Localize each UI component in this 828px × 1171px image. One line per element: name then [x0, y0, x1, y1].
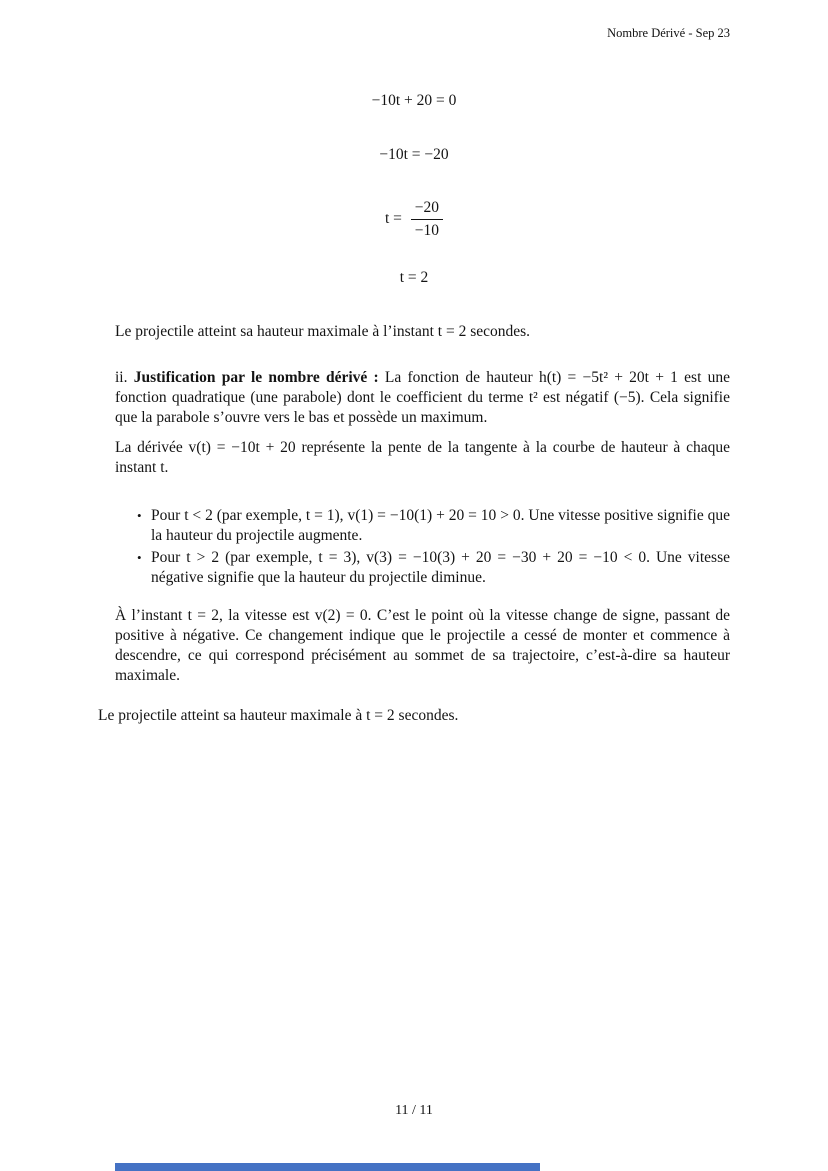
bottom-blue-bar: [115, 1163, 540, 1171]
list-item: [137, 548, 730, 588]
fraction-numerator: −20: [414, 199, 440, 216]
fraction-denominator: −10: [411, 219, 443, 240]
equation-line-1: −10t + 20 = 0: [371, 92, 457, 109]
bullet-list: [115, 506, 730, 588]
paragraph-derivative: La dérivée v(t) = −10t + 20 représente la pente de la tangente à la courbe de hauteur à chaque instant t.: [115, 439, 730, 476]
document-body: [0, 322, 828, 726]
equation-block: [0, 91, 828, 288]
justification-body: La fonction de hauteur h(t) = −5t² + 20t + 1 est une fonction quadratique (une parabole) dont le coefficient du terme t² est négatif (−5). Cela signifie que la parabole s’ouvre vers le bas et possède un maximum.: [115, 369, 730, 426]
bullet-icon: •: [137, 508, 142, 523]
equation-3-lhs: t =: [384, 210, 402, 228]
paragraph-justification: [115, 368, 730, 428]
paragraph-conclusion-instant: Le projectile atteint sa hauteur maximale à l’instant t = 2 secondes.: [115, 323, 531, 340]
header-title: Nombre Dérivé - Sep 23: [607, 26, 730, 40]
fraction: [411, 199, 443, 240]
bullet-icon: •: [137, 550, 142, 565]
page-footer: [0, 1103, 828, 1119]
list-item-text: Pour t < 2 (par exemple, t = 1), v(1) = −10(1) + 20 = 10 > 0. Une vitesse positive signifie que la hauteur du projectile augmente.: [151, 507, 730, 544]
justification-item-number: ii.: [115, 369, 134, 386]
page-number: 11 / 11: [395, 1103, 433, 1118]
page-header: [0, 0, 828, 41]
list-item-text: Pour t > 2 (par exemple, t = 3), v(3) = −10(3) + 20 = −30 + 20 = −10 < 0. Une vitesse négative signifie que la hauteur du projectile diminue.: [151, 549, 730, 586]
justification-heading: Justification par le nombre dérivé :: [133, 369, 379, 386]
paragraph-final-conclusion: Le projectile atteint sa hauteur maximale à t = 2 secondes.: [98, 707, 459, 724]
equation-line-2: −10t = −20: [379, 146, 449, 163]
list-item: [137, 506, 730, 546]
paragraph-sign-change: À l’instant t = 2, la vitesse est v(2) = 0. C’est le point où la vitesse change de signe, passant de positive à négative. Ce changement indique que le projectile a cessé de monter et commence à descendre, ce qui correspond précisément au sommet de sa trajectoire, c’est-à-dire sa hauteur maximale.: [115, 607, 730, 684]
equation-line-4: t = 2: [399, 269, 429, 286]
equation-line-3: [0, 199, 828, 240]
